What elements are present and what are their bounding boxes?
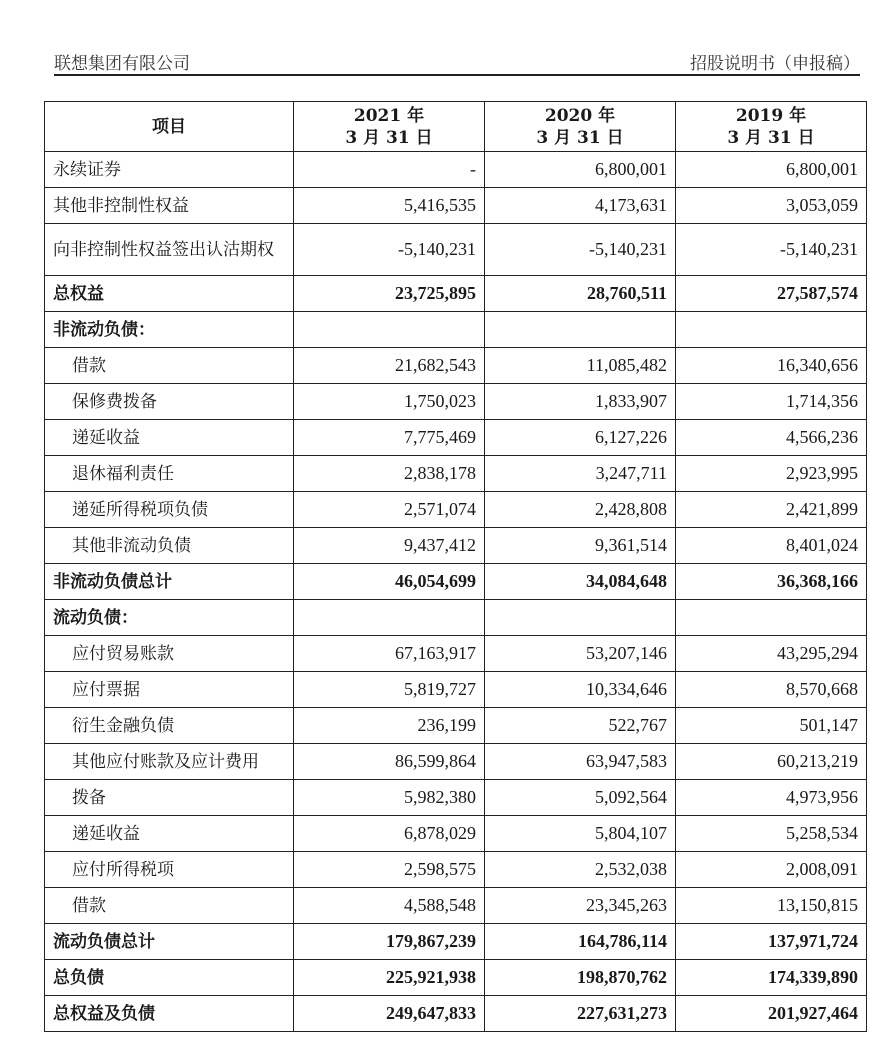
value-2020: 6,127,226 [485, 420, 676, 456]
table-row [45, 672, 867, 708]
value-2021: 23,725,895 [294, 276, 485, 312]
value-2019: 36,368,166 [676, 564, 867, 600]
table-row [45, 152, 867, 188]
row-label: 非流动负债： [45, 312, 294, 348]
column-header-2020: 2020 年 3 月 31 日 [485, 102, 676, 152]
value-2021: 2,838,178 [294, 456, 485, 492]
table-row [45, 528, 867, 564]
table-row [45, 384, 867, 420]
value-2020: 5,092,564 [485, 780, 676, 816]
value-2020: 23,345,263 [485, 888, 676, 924]
value-2020: 34,084,648 [485, 564, 676, 600]
table-row [45, 852, 867, 888]
value-2019: 60,213,219 [676, 744, 867, 780]
value-2021: 1,750,023 [294, 384, 485, 420]
value-2019: 2,421,899 [676, 492, 867, 528]
value-2019: 501,147 [676, 708, 867, 744]
value-2020 [485, 312, 676, 348]
value-2021: 225,921,938 [294, 960, 485, 996]
row-label: 其他应付账款及应计费用 [45, 744, 294, 780]
value-2021: 86,599,864 [294, 744, 485, 780]
value-2020: 164,786,114 [485, 924, 676, 960]
row-label: 流动负债总计 [45, 924, 294, 960]
table-row [45, 888, 867, 924]
row-label: 总负债 [45, 960, 294, 996]
row-label: 应付票据 [45, 672, 294, 708]
value-2020: 227,631,273 [485, 996, 676, 1032]
value-2019: 8,401,024 [676, 528, 867, 564]
value-2019: 43,295,294 [676, 636, 867, 672]
row-label: 保修费拨备 [45, 384, 294, 420]
value-2021: 236,199 [294, 708, 485, 744]
value-2021: 4,588,548 [294, 888, 485, 924]
value-2020: 6,800,001 [485, 152, 676, 188]
value-2020: 53,207,146 [485, 636, 676, 672]
value-2021: 67,163,917 [294, 636, 485, 672]
value-2019: 6,800,001 [676, 152, 867, 188]
value-2021: 46,054,699 [294, 564, 485, 600]
value-2021: 179,867,239 [294, 924, 485, 960]
table-row [45, 420, 867, 456]
value-2021: 6,878,029 [294, 816, 485, 852]
value-2021 [294, 312, 485, 348]
table-row [45, 780, 867, 816]
value-2021: 2,571,074 [294, 492, 485, 528]
company-name: 联想集团有限公司 [54, 54, 190, 74]
value-2020: 11,085,482 [485, 348, 676, 384]
value-2020: 522,767 [485, 708, 676, 744]
value-2019: 1,714,356 [676, 384, 867, 420]
row-label: 非流动负债总计 [45, 564, 294, 600]
value-2020: 5,804,107 [485, 816, 676, 852]
table-row [45, 188, 867, 224]
document-title: 招股说明书（申报稿） [690, 54, 860, 74]
table-row [45, 600, 867, 636]
value-2020: 3,247,711 [485, 456, 676, 492]
table-row [45, 708, 867, 744]
value-2019 [676, 312, 867, 348]
value-2021: 2,598,575 [294, 852, 485, 888]
column-header-item: 项目 [45, 102, 294, 152]
value-2020: 198,870,762 [485, 960, 676, 996]
value-2020: 2,428,808 [485, 492, 676, 528]
table-row [45, 636, 867, 672]
column-header-2021: 2021 年 3 月 31 日 [294, 102, 485, 152]
value-2019: 5,258,534 [676, 816, 867, 852]
value-2020: 2,532,038 [485, 852, 676, 888]
table-row [45, 924, 867, 960]
table-body [45, 152, 867, 1032]
value-2021: 7,775,469 [294, 420, 485, 456]
value-2020: 10,334,646 [485, 672, 676, 708]
value-2020: 1,833,907 [485, 384, 676, 420]
row-label: 借款 [45, 348, 294, 384]
table-row [45, 564, 867, 600]
row-label: 应付贸易账款 [45, 636, 294, 672]
row-label: 递延所得税项负债 [45, 492, 294, 528]
row-label: 流动负债： [45, 600, 294, 636]
row-label: 向非控制性权益签出认沽期权 [45, 224, 294, 276]
value-2019: 3,053,059 [676, 188, 867, 224]
value-2020 [485, 600, 676, 636]
row-label: 其他非流动负债 [45, 528, 294, 564]
value-2019: 27,587,574 [676, 276, 867, 312]
page-header [54, 46, 860, 74]
value-2021: 5,416,535 [294, 188, 485, 224]
value-2019: 2,923,995 [676, 456, 867, 492]
table-row [45, 996, 867, 1032]
table-row [45, 960, 867, 996]
table-row [45, 312, 867, 348]
value-2019: 201,927,464 [676, 996, 867, 1032]
row-label: 总权益 [45, 276, 294, 312]
table-row [45, 456, 867, 492]
value-2021: -5,140,231 [294, 224, 485, 276]
value-2021: 5,819,727 [294, 672, 485, 708]
row-label: 应付所得税项 [45, 852, 294, 888]
header-divider [54, 74, 860, 76]
column-header-2019: 2019 年 3 月 31 日 [676, 102, 867, 152]
value-2019: 13,150,815 [676, 888, 867, 924]
row-label: 拨备 [45, 780, 294, 816]
row-label: 永续证券 [45, 152, 294, 188]
value-2021: - [294, 152, 485, 188]
value-2021: 9,437,412 [294, 528, 485, 564]
table-header-row [45, 102, 867, 152]
table-row [45, 224, 867, 276]
value-2020: -5,140,231 [485, 224, 676, 276]
value-2021 [294, 600, 485, 636]
value-2020: 4,173,631 [485, 188, 676, 224]
table-row [45, 276, 867, 312]
value-2019 [676, 600, 867, 636]
row-label: 退休福利责任 [45, 456, 294, 492]
value-2020: 63,947,583 [485, 744, 676, 780]
value-2019: 2,008,091 [676, 852, 867, 888]
table-row [45, 744, 867, 780]
row-label: 借款 [45, 888, 294, 924]
value-2020: 28,760,511 [485, 276, 676, 312]
value-2021: 21,682,543 [294, 348, 485, 384]
row-label: 递延收益 [45, 420, 294, 456]
row-label: 其他非控制性权益 [45, 188, 294, 224]
value-2019: 4,973,956 [676, 780, 867, 816]
value-2020: 9,361,514 [485, 528, 676, 564]
value-2019: -5,140,231 [676, 224, 867, 276]
value-2021: 5,982,380 [294, 780, 485, 816]
value-2019: 174,339,890 [676, 960, 867, 996]
balance-sheet-table [44, 101, 867, 1032]
value-2019: 4,566,236 [676, 420, 867, 456]
value-2021: 249,647,833 [294, 996, 485, 1032]
value-2019: 137,971,724 [676, 924, 867, 960]
table-row [45, 348, 867, 384]
value-2019: 8,570,668 [676, 672, 867, 708]
row-label: 衍生金融负债 [45, 708, 294, 744]
table-row [45, 816, 867, 852]
table-row [45, 492, 867, 528]
row-label: 总权益及负债 [45, 996, 294, 1032]
value-2019: 16,340,656 [676, 348, 867, 384]
row-label: 递延收益 [45, 816, 294, 852]
